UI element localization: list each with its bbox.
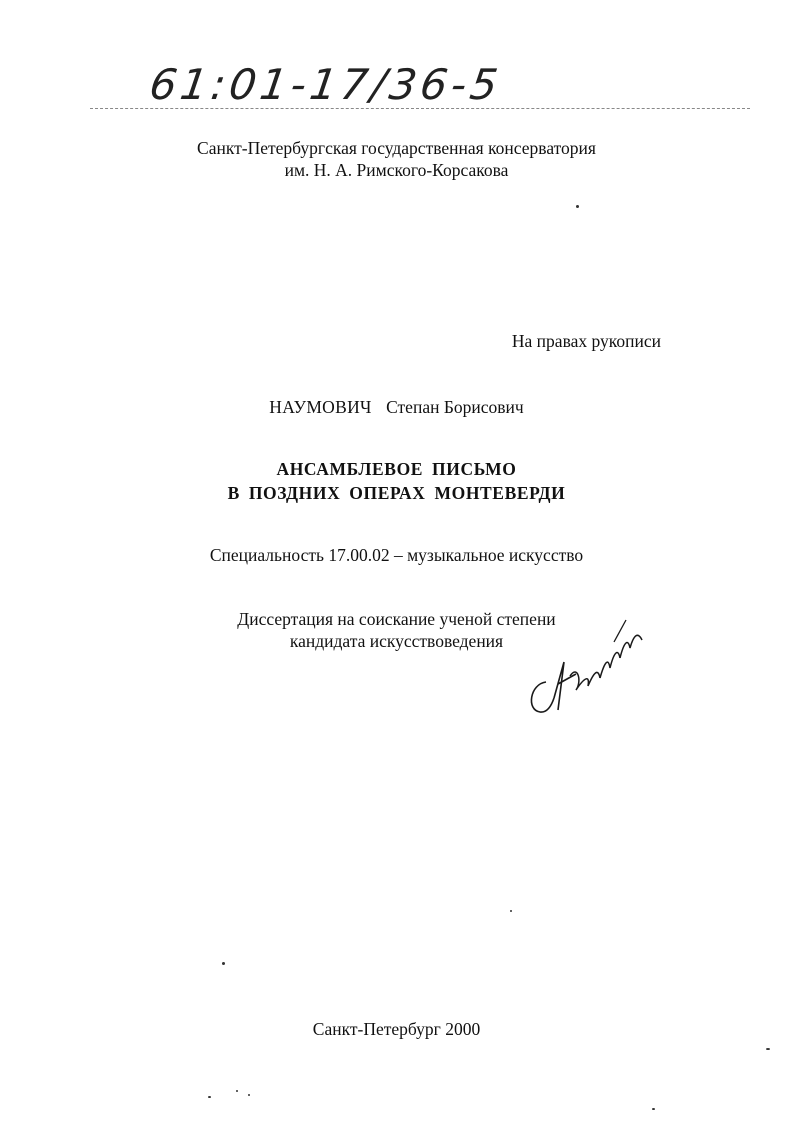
title-line-1: АНСАМБЛЕВОЕ ПИСЬМО: [276, 459, 517, 479]
title-line-2: В ПОЗДНИХ ОПЕРАХ МОНТЕВЕРДИ: [227, 483, 566, 503]
place-year: Санкт-Петербург 2000: [312, 1019, 481, 1039]
specialty: Специальность 17.00.02 – музыкальное искусство: [209, 545, 584, 565]
scan-speck: [576, 205, 579, 208]
scan-speck: [766, 1048, 770, 1050]
institution-line-2: им. Н. А. Римского-Корсакова: [284, 160, 509, 180]
archive-rule: [90, 108, 750, 109]
scan-speck: [222, 962, 225, 965]
archive-code: 61:01-17/36-5: [146, 60, 505, 109]
author-surname: НАУМОВИЧ: [269, 397, 372, 417]
degree-line-1: Диссертация на соискание ученой степени: [237, 609, 556, 629]
rights-note: На правах рукописи: [511, 331, 661, 351]
author-signature: [518, 612, 648, 722]
scan-speck: [652, 1108, 655, 1110]
author-name: [0, 396, 793, 418]
scan-speck: [208, 1096, 211, 1098]
scan-speck: [236, 1090, 238, 1092]
institution-line-1: Санкт-Петербургская государственная консерватория: [197, 138, 596, 158]
degree-line-2: кандидата искусствоведения: [289, 631, 504, 651]
author-given-names: Степан Борисович: [386, 397, 524, 417]
scan-speck: [248, 1094, 250, 1096]
scan-speck: [510, 910, 512, 912]
